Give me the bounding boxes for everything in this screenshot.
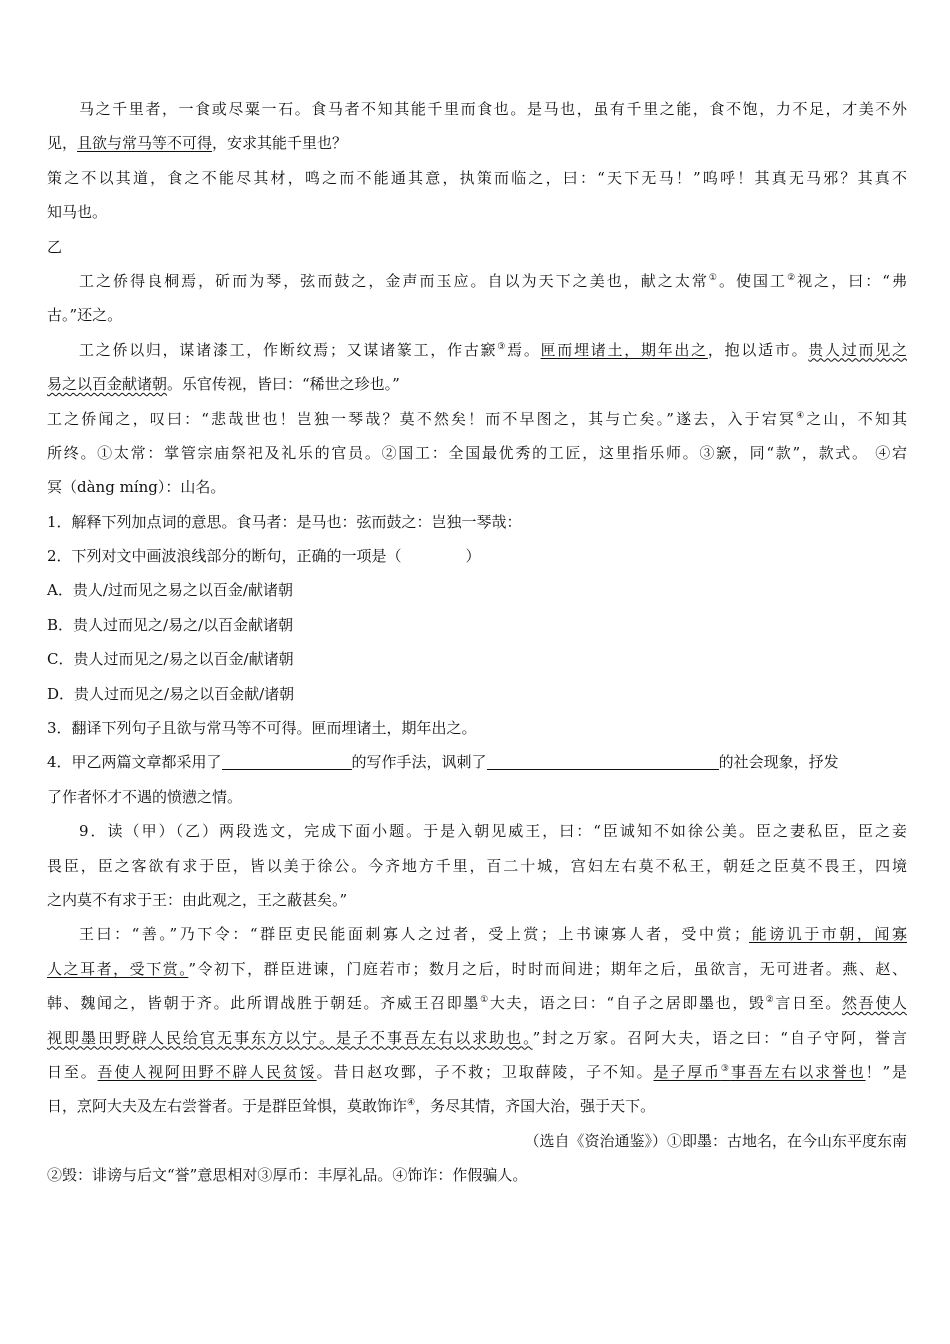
underlined-sentence: 且欲与常马等不可得	[77, 134, 213, 153]
text-line: 日，烹阿大夫及左右尝誉者。于是群臣耸惧，莫敢饰诈④，务尽其情，齐国大治，强于天下。	[47, 1097, 656, 1116]
underlined-sentence: 吾使人视阿田野不辟人民贫馁	[97, 1062, 317, 1081]
footnote-marker: ③	[720, 1063, 731, 1074]
question-2: 2．下列对文中画波浪线部分的断句，正确的一项是（ ）	[47, 547, 481, 566]
question-3: 3．翻译下列句子且欲与常马等不可得。匣而埋诸土，期年出之。	[47, 719, 477, 738]
question-9: 9．读（甲）（乙）两段选文，完成下面小题。于是入朝见威王，曰：“臣诚知不如徐公美。臣之妻私臣，臣之妾	[79, 822, 907, 841]
underlined-sentence: 匣而埋诸土，期年出之	[540, 340, 708, 359]
wavy-underlined-sentence: 视即墨田野辟人民给官无事东方以宁。是子不事吾左右以求助也。	[47, 1028, 533, 1047]
document-page	[47, 92, 907, 1193]
footnote-marker: ②	[787, 272, 798, 283]
footnote-line: 冥（dàng míng）：山名。	[47, 478, 226, 497]
footnote-marker: ②	[765, 995, 776, 1006]
wavy-underlined-sentence: 贵人过而见之	[808, 340, 907, 359]
text-line: 知马也。	[47, 203, 108, 222]
fill-blank-2[interactable]	[487, 753, 719, 770]
source-citation: （选自《资治通鉴》）①即墨：古地名，在今山东平度东南	[524, 1131, 907, 1150]
text-line: 人之耳者，受下赏。”令初下，群臣进谏，门庭若市；数月之后，时时而间进；期年之后，虽欲言，无可进者。燕、赵、	[47, 959, 907, 978]
option-d: D．贵人过而见之/易之以百金献/诸朝	[47, 684, 295, 703]
section-label-yi: 乙	[47, 237, 63, 256]
footnote-marker: ①	[708, 272, 719, 283]
wavy-underlined-sentence: 然吾使人	[842, 994, 907, 1013]
text-line: 视即墨田野辟人民给官无事东方以宁。是子不事吾左右以求助也。”封之万家。召阿大夫，语之曰：“自子守阿，誉言	[47, 1028, 907, 1047]
text-line: 马之千里者，一食或尽粟一石。食马者不知其能千里而食也。是马也，虽有千里之能，食不饱，力不足，才美不外	[79, 100, 907, 118]
footnote-marker: ①	[480, 995, 490, 1006]
text-line: 王曰：“善。”乃下令：“群臣吏民能面刺寡人之过者，受上赏；上书谏寡人者，受中赏；能谤讥于市朝，闻寡	[79, 925, 907, 944]
option-a: A．贵人/过而见之易之以百金/献诸朝	[47, 581, 293, 600]
text-line: 了作者怀才不遇的愤懑之情。	[47, 787, 243, 806]
option-b: B．贵人过而见之/易之/以百金献诸朝	[47, 615, 294, 634]
text-line: 易之以百金献诸朝。乐官传视，皆曰：“稀世之珍也。”	[47, 375, 400, 394]
text-line: 日至。吾使人视阿田野不辟人民贫馁。昔日赵攻鄄，子不救；卫取薛陵，子不知。是子厚币③事吾左右以求誉也！”是	[47, 1062, 907, 1081]
footnote-line: ②毁：诽谤与后文“誉”意思相对③厚币：丰厚礼品。④饰诈：作假骗人。	[47, 1166, 528, 1185]
question-4: 4．甲乙两篇文章都采用了 的写作手法，讽刺了 的社会现象，抒发	[47, 753, 839, 772]
underlined-sentence: 是子厚币③事吾左右以求誉也	[653, 1062, 866, 1081]
footnote-marker: ④	[407, 1098, 416, 1109]
text-line: 工之侨得良桐焉，斫而为琴，弦而鼓之，金声而玉应。自以为天下之美也，献之太常①。使国工②视之，曰：“弗	[79, 271, 907, 290]
text-line: 韩、魏闻之，皆朝于齐。此所谓战胜于朝廷。齐威王召即墨①大夫，语之曰：“自子之居即墨也，毁②言日至。然吾使人	[47, 994, 907, 1013]
option-c: C．贵人过而见之/易之以百金/献诸朝	[47, 650, 294, 669]
wavy-underlined-sentence: 易之以百金献诸朝	[47, 375, 168, 394]
text-line: 策之不以其道，食之不能尽其材，鸣之而不能通其意，执策而临之，曰：“天下无马！”呜呼！其真无马邪？其真不	[47, 168, 907, 187]
text-line: 工之侨闻之，叹曰：“悲哉世也！岂独一琴哉？莫不然矣！而不早图之，其与亡矣。”遂去，入于宕冥④之山，不知其	[47, 409, 907, 428]
footnote-marker: ③	[497, 341, 508, 352]
text-line: 之内莫不有求于王：由此观之，王之蔽甚矣。”	[47, 890, 348, 909]
fill-blank-1[interactable]	[222, 753, 352, 770]
footnote-line: 所终。①太常：掌管宗庙祭祀及礼乐的官员。②国工：全国最优秀的工匠，这里指乐师。③窾，同“款”，款式。 ④宕	[47, 443, 907, 462]
footnote-marker: ④	[796, 410, 807, 421]
question-1: 1．解释下列加点词的意思。食马者：是马也：弦而鼓之：岂独一琴哉：	[47, 512, 522, 531]
text-line: 工之侨以归，谋诸漆工，作断纹焉；又谋诸篆工，作古窾③焉。匣而埋诸土，期年出之，抱以适市。贵人过而见之	[79, 340, 907, 359]
text-line: 见，且欲与常马等不可得，安求其能千里也？	[47, 134, 348, 153]
text-line: 古。”还之。	[47, 306, 123, 325]
underlined-sentence: 人之耳者，受下赏。	[47, 959, 189, 978]
underlined-sentence: 能谤讥于市朝，闻寡	[749, 925, 907, 944]
text-line: 畏臣，臣之客欲有求于臣，皆以美于徐公。今齐地方千里，百二十城，宫妇左右莫不私王，朝廷之臣莫不畏王，四境	[47, 856, 907, 875]
